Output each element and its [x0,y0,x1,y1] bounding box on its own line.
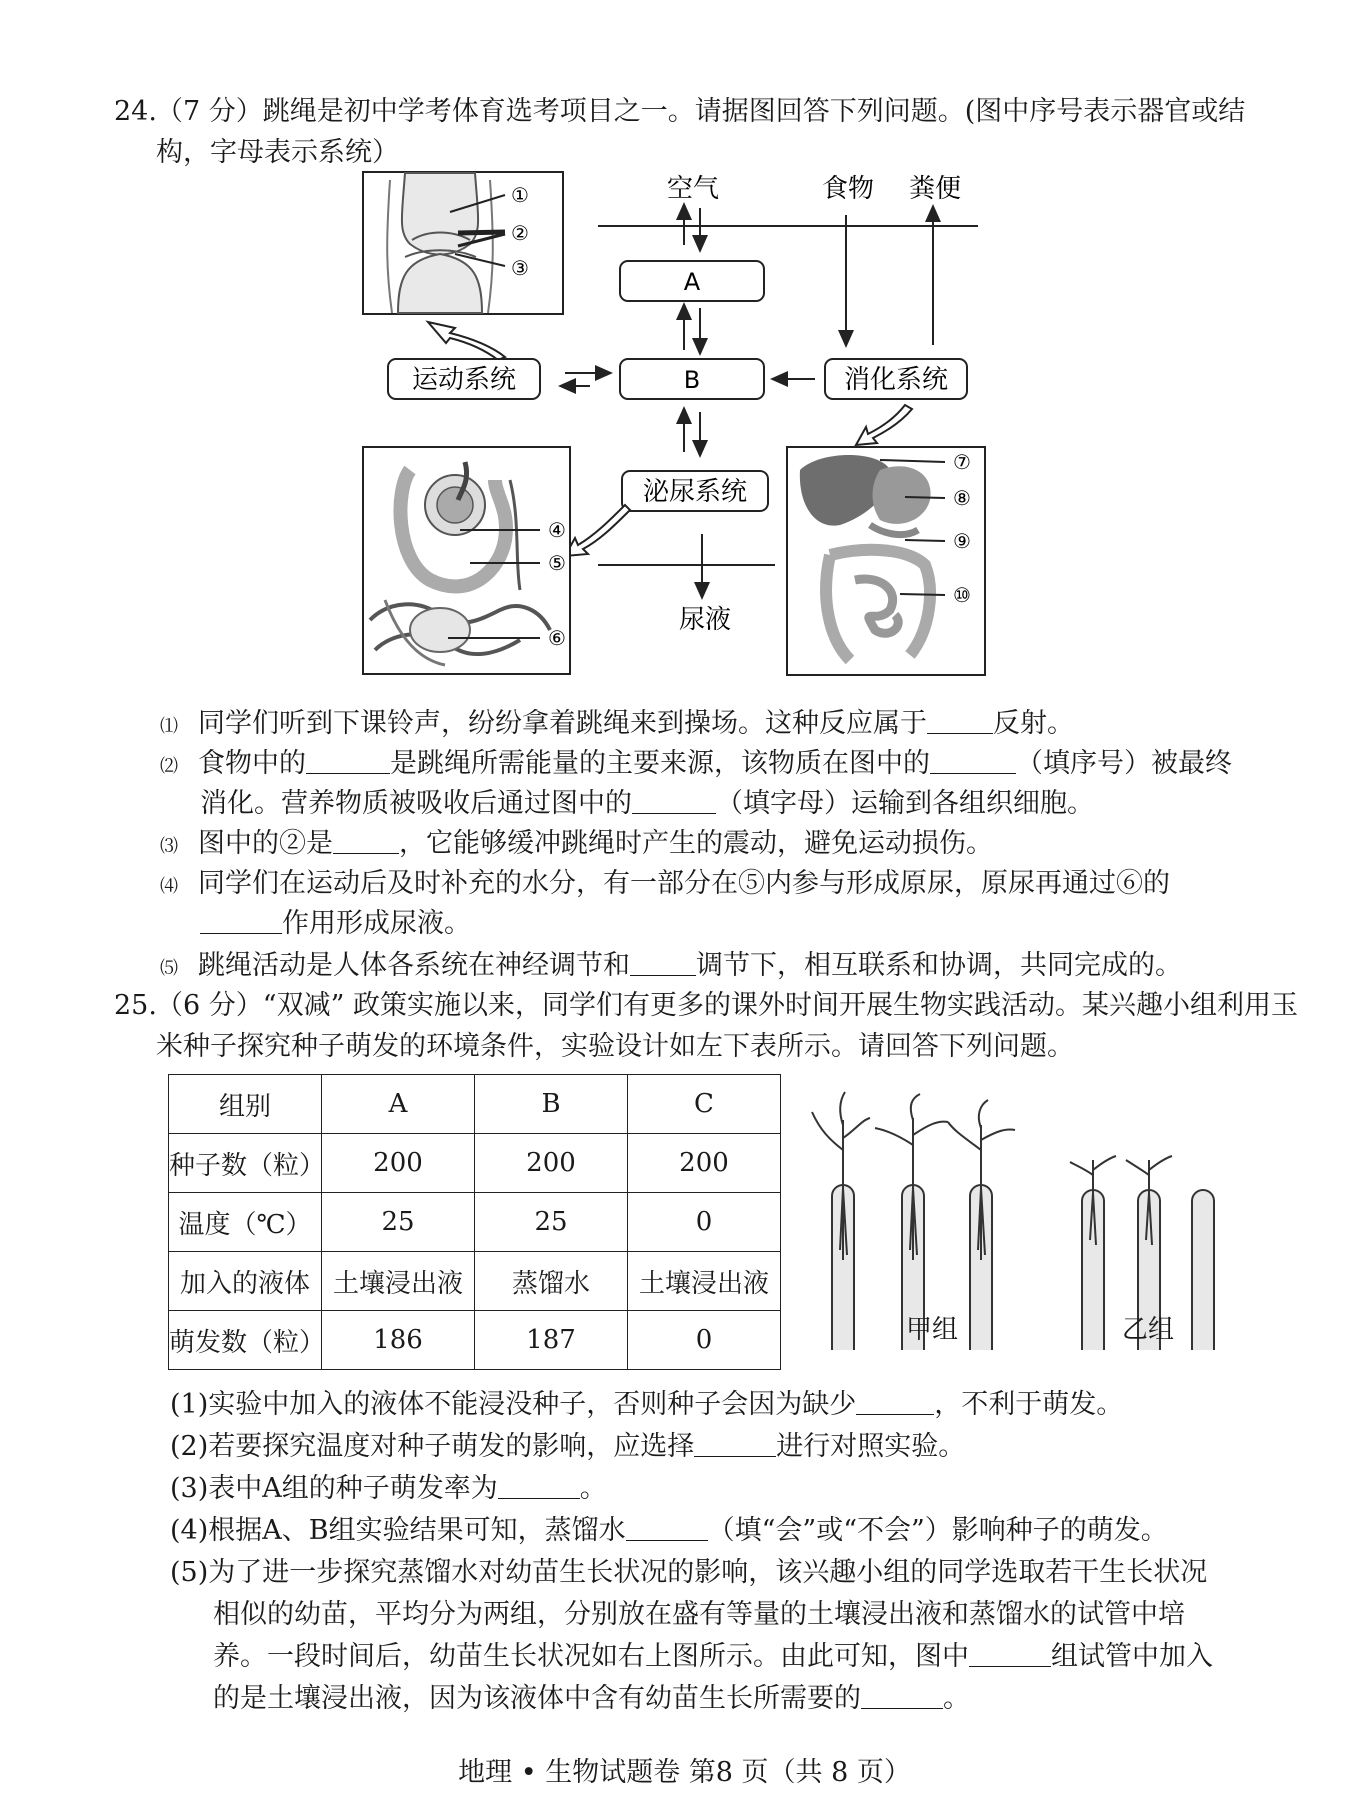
table-row [169,1075,781,1134]
label-7: ⑦ [953,450,971,474]
q25-stem-line2: 米种子探究种子萌发的环境条件，实验设计如左下表所示。请回答下列问题。 [156,1031,1074,1062]
body-systems-diagram [0,0,1369,700]
table-cell: 0 [628,1311,781,1370]
table-cell: 蒸馏水 [475,1252,628,1311]
table-cell: 土壤浸出液 [322,1252,475,1311]
label-2: ② [511,221,529,245]
q24-item2-line2: 消化。营养物质被吸收后通过图中的 （填字母）运输到各组织细胞。 [200,788,1094,819]
table-row [169,1193,781,1252]
q25-item3: (3)表中A组的种子萌发率为 。 [170,1473,607,1504]
table-cell: 200 [628,1134,781,1193]
label-9: ⑨ [953,529,971,553]
q24-item1: ⑴ 同学们听到下课铃声，纷纷拿着跳绳来到操场。这种反应属于 反射。 [160,708,1074,739]
q25-item5-line2: 相似的幼苗，平均分为两组，分别放在盛有等量的土壤浸出液和蒸馏水的试管中培 [213,1599,1185,1630]
box-a: A [683,268,701,296]
q25-item5-line4: 的是土壤浸出液，因为该液体中含有幼苗生长所需要的 。 [213,1683,970,1714]
tube-yi-3 [1192,1190,1214,1350]
label-8: ⑧ [953,486,971,510]
q24-stem-line2: 构，字母表示系统） [156,137,399,168]
label-urine: 尿液 [678,605,732,635]
table-cell: C [628,1075,781,1134]
table-cell: 加入的液体 [169,1252,322,1311]
label-3: ③ [511,256,529,280]
urinary-system: 泌尿系统 [642,477,748,507]
joint-figure [363,172,563,314]
label-feces: 粪便 [908,174,962,204]
tube-yi-1 [1070,1156,1116,1350]
table-cell: 组别 [169,1075,322,1134]
label-6: ⑥ [548,626,566,650]
arrow-urinary-to-nephron [565,505,630,556]
arrow-digestive-to-organs [856,405,912,445]
table-cell: A [322,1075,475,1134]
table-row [169,1252,781,1311]
q25-item2: (2)若要探究温度对种子萌发的影响，应选择 进行对照实验。 [170,1431,966,1462]
table-row [169,1311,781,1370]
label-5: ⑤ [548,551,566,575]
page-footer: 地理 • 生物试题卷 第8 页（共 8 页） [458,1757,911,1788]
q25-number: 25. [114,990,157,1021]
table-cell: 温度（℃） [169,1193,322,1252]
table-cell: 187 [475,1311,628,1370]
arrow-motor-to-joint [428,322,505,360]
table-cell: 萌发数（粒） [169,1311,322,1370]
table-cell: 种子数（粒） [169,1134,322,1193]
experiment-table [168,1074,781,1370]
q24-item5: ⑸ 跳绳活动是人体各系统在神经调节和 调节下，相互联系和协调，共同完成的。 [160,950,1182,981]
table-cell: 25 [475,1193,628,1252]
q25-item4: (4)根据A、B组实验结果可知，蒸馏水 （填“会”或“不会”）影响种子的萌发。 [170,1515,1168,1546]
q25-item5-line3: 养。一段时间后，幼苗生长状况如右上图所示。由此可知，图中 组试管中加入 [213,1641,1213,1672]
table-cell: 土壤浸出液 [628,1252,781,1311]
table-cell: 0 [628,1193,781,1252]
label-4: ④ [548,518,566,542]
digestive-organs-figure [787,447,985,675]
label-food: 食物 [821,174,875,204]
q24-item4-line1: ⑷ 同学们在运动后及时补充的水分，有一部分在⑤内参与形成原尿，原尿再通过⑥的 [160,868,1170,899]
table-cell: 186 [322,1311,475,1370]
q24-item4-line2: 作用形成尿液。 [200,904,471,944]
digestive-system: 消化系统 [843,365,949,395]
label-1: ① [511,183,529,207]
group-jia-label: 甲组 [906,1315,959,1345]
table-cell: 25 [322,1193,475,1252]
q25-stem-line1: （6 分）“双减” 政策实施以来，同学们有更多的课外时间开展生物实践活动。某兴趣小组利用玉 [156,990,1298,1021]
label-10: ⑩ [953,583,971,607]
tube-jia-1 [812,1092,870,1350]
table-row [169,1134,781,1193]
q24-stem-line1: （7 分）跳绳是初中学考体育选考项目之一。请据图回答下列问题。(图中序号表示器官或结 [156,96,1246,127]
q24-item3: ⑶ 图中的②是 ，它能够缓冲跳绳时产生的震动，避免运动损伤。 [160,828,993,859]
table-cell: 200 [322,1134,475,1193]
label-air: 空气 [666,174,720,204]
q24-item2-line1: ⑵ 食物中的 是跳绳所需能量的主要来源，该物质在图中的 （填序号）被最终 [160,748,1232,779]
tube-jia-3 [948,1100,1015,1350]
q25-item5-line1: (5)为了进一步探究蒸馏水对幼苗生长状况的影响，该兴趣小组的同学选取若干生长状况 [170,1557,1208,1588]
motor-system: 运动系统 [411,365,517,395]
q25-item1: (1)实验中加入的液体不能浸没种子，否则种子会因为缺少 ，不利于萌发。 [170,1389,1124,1420]
table-cell: B [475,1075,628,1134]
table-cell: 200 [475,1134,628,1193]
nephron-figure [363,447,570,674]
group-yi-label: 乙组 [1122,1315,1175,1345]
box-b: B [683,366,701,394]
q24-number: 24. [114,96,157,127]
